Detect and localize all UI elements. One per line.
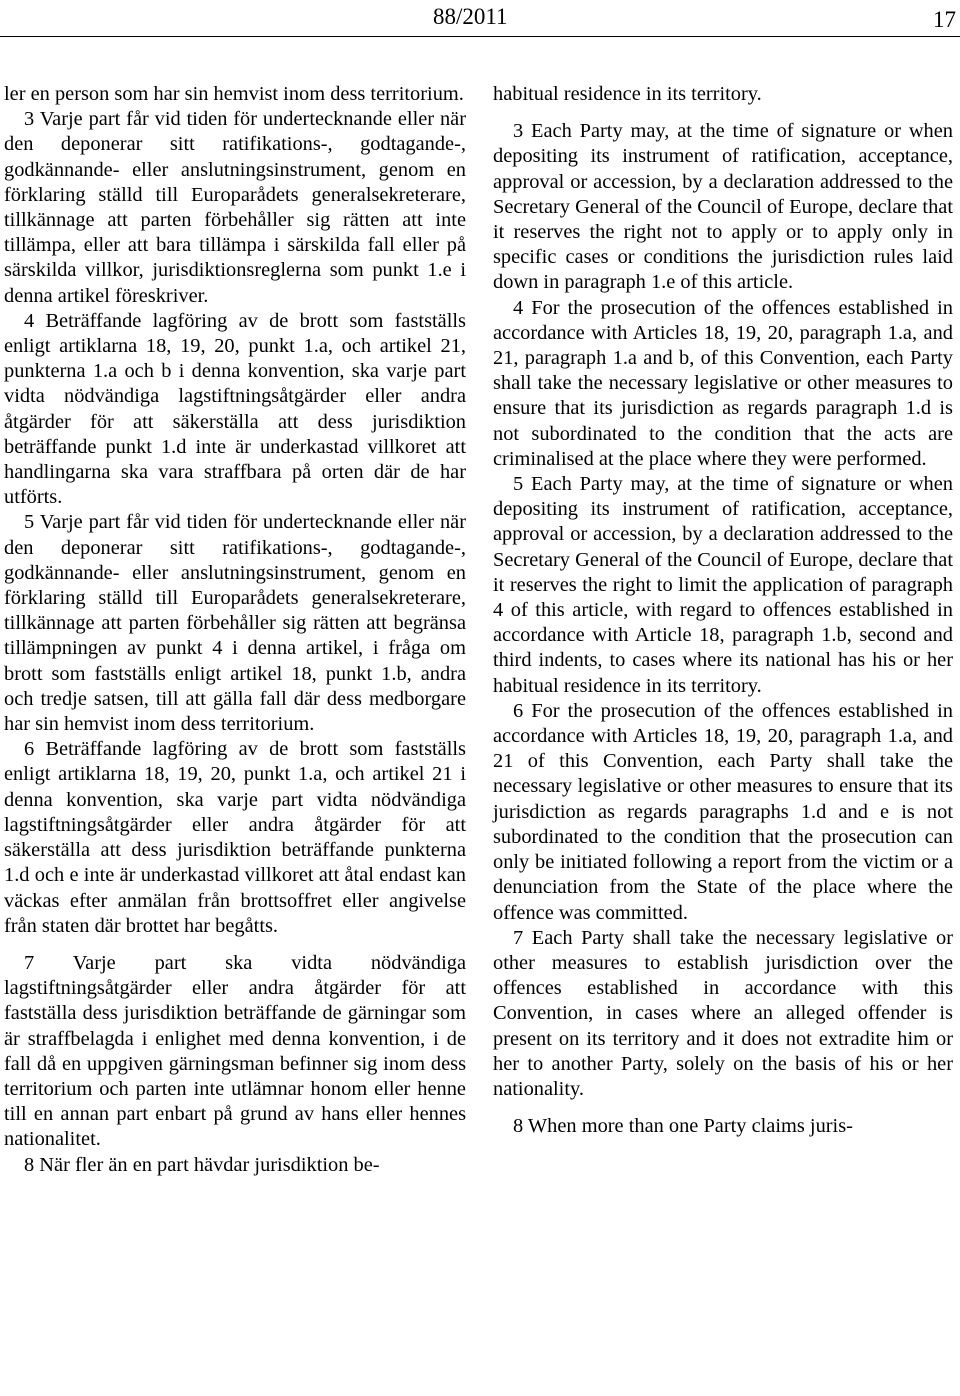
english-paragraph-3: 3 Each Party may, at the time of signature or when depositing its instrument of ratification, acceptance, approval or accession, by a declaration addressed to the Secretary General of the Council of Europe, declare that it reserves the right not to apply or to apply only in specific cases or conditions the jurisdiction rules laid down in paragraph 1.e of this article. [493, 120, 953, 294]
swedish-paragraph-continuation: ler en person som har sin hemvist inom dess territorium. [4, 83, 464, 105]
english-paragraph-6: 6 For the prosecution of the offences established in accordance with Articles 18, 19, 20, paragraph 1.a, and 21 of this Convention, each Party shall take the necessary legislative or other measures to ensure that its jurisdiction as regards paragraphs 1.d and e is not subordinated to the condition that the prosecution can only be initiated following a report from the victim or a denunciation from the State of the place where the offence was committed. [493, 699, 953, 924]
page-header [0, 0, 960, 40]
english-paragraph-8: 8 When more than one Party claims juris- [513, 1115, 853, 1138]
swedish-paragraph-7: 7 Varje part ska vidta nödvändiga lagstiftningsåtgärder eller andra åtgärder för att fastställa dess jurisdiktion beträffande de gärningar som är straffbelagda i enlighet med denna konvention, i de fall då en uppgiven gärningsman befinner sig inom dess territorium och parten inte utlämnar honom eller henne till en annan part enbart på grund av hans eller hennes nationalitet. [4, 951, 466, 1151]
english-paragraph-4: 4 For the prosecution of the offences established in accordance with Articles 18, 19, 20, paragraph 1.a, and 21, paragraph 1.a and b, of this Convention, each Party shall take the necessary legislative or other measures to ensure that its jurisdiction as regards paragraph 1.d is not subordinated to the condition that the acts are criminalised at the place where they were performed. [493, 296, 953, 470]
swedish-paragraph-4: 4 Beträffande lagföring av de brott som fastställs enligt artiklarna 18, 19, 20, punkt 1.a, och artikel 21, punkterna 1.a och b i denna konvention, ska varje part vidta nödvändiga lagstiftningsåtgärder eller andra åtgärder för att säkerställa att dess jurisdiktion beträffande punkt 1.d inte är underkastad villkoret att handlingarna ska vara straffbara på orten där de har utförts. [4, 309, 466, 509]
english-paragraph-7: 7 Each Party shall take the necessary legislative or other measures to establish jurisdiction over the offences established in accordance with this Convention, in cases where an alleged offender is present on its territory and it does not extradite him or her to another Party, solely on the basis of his or her nationality. [493, 926, 953, 1100]
swedish-paragraph-8: 8 När fler än en part hävdar jurisdiktion be- [24, 1153, 380, 1176]
swedish-paragraph-5: 5 Varje part får vid tiden för undertecknande eller när den deponerar sitt ratifikations-, godtagande-, godkännande- eller anslutningsinstrument, genom en förklaring ställd till Europarådets generalsekreterare, tillkännage att parten förbehåller sig rätten att begränsa tillämpningen av punkt 4 i denna artikel, i fråga om brott som fastställs enligt artikel 18, punkt 1.b, andra och tredje satsen, till att gälla fall där dess medborgare har sin hemvist inom dess territorium. [4, 511, 466, 736]
swedish-paragraph-3: 3 Varje part får vid tiden för undertecknande eller när den deponerar sitt ratifikations-, godtagande-, godkännande- eller anslutningsinstrument, genom en förklaring ställd till Europarådets generalsekreterare, tillkännage att parten förbehåller sig rätten att inte tillämpa, eller att bara tillämpa i särskilda fall eller på särskilda villkor, jurisdiktionsreglerna som punkt 1.e i denna artikel föreskriver. [4, 108, 466, 307]
english-paragraph-5: 5 Each Party may, at the time of signature or when depositing its instrument of ratification, acceptance, approval or accession, by a declaration addressed to the Secretary General of the Council of Europe, declare that it reserves the right to limit the application of paragraph 4 of this article, with regard to offences established in accordance with Article 18, paragraph 1.b, second and third indents, to cases where its national has his or her habitual residence in its territory. [493, 473, 953, 697]
header-rule [0, 36, 960, 37]
english-column [493, 82, 953, 1139]
english-paragraph-continuation: habitual residence in its territory. [493, 83, 762, 105]
swedish-column [4, 82, 466, 1178]
swedish-paragraph-6: 6 Beträffande lagföring av de brott som fastställs enligt artiklarna 18, 19, 20, punkt 1.a, och artikel 21 i denna konvention, ska varje part vidta nödvändiga lagstiftningsåtgärder eller andra åtgärder för att säkerställa att dess jurisdiktion beträffande punkterna 1.d och e inte är underkastad villkoret att åtal endast kan väckas efter anmälan från brottsoffret eller angivelse från staten där brottet har begåtts. [4, 738, 466, 937]
document-number: 88/2011 [433, 4, 508, 29]
page-number: 17 [933, 7, 956, 32]
